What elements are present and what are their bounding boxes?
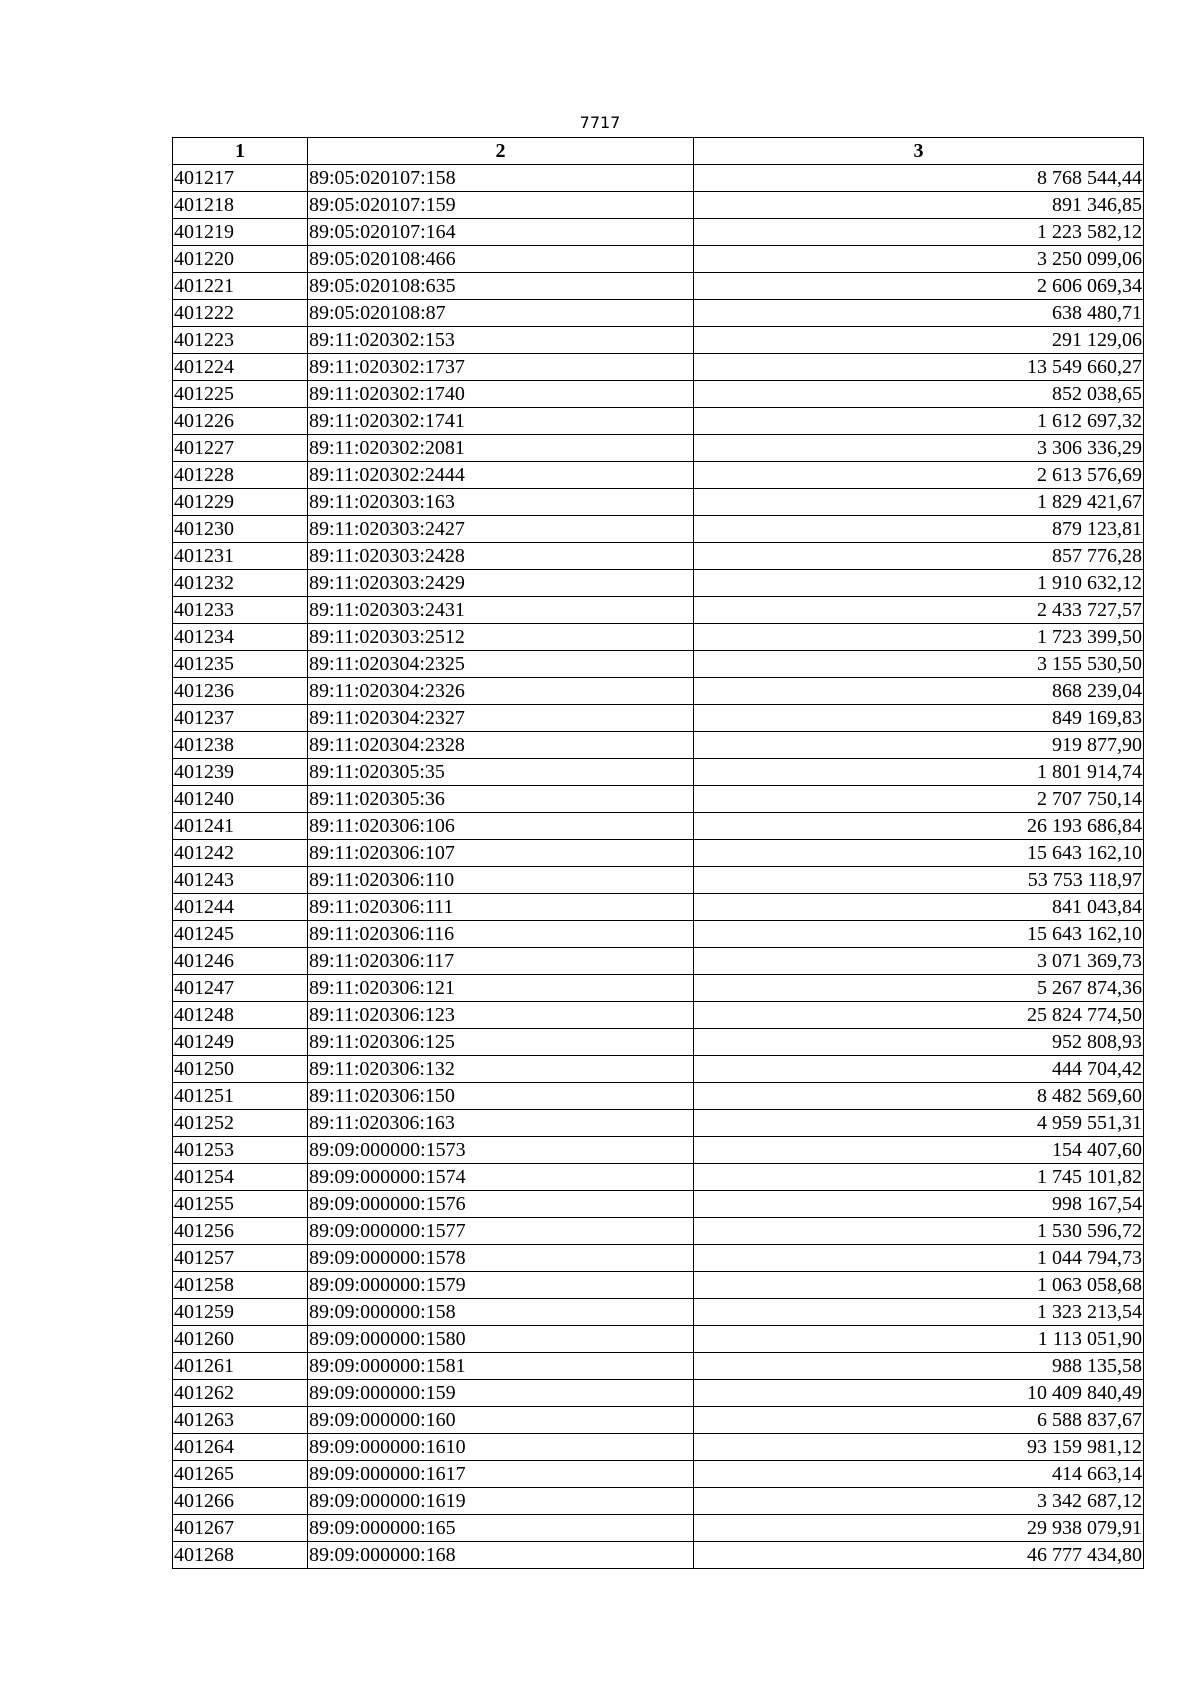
value-cell: 154 407,60 bbox=[694, 1137, 1144, 1164]
cadastral-number-cell: 89:11:020304:2326 bbox=[308, 678, 694, 705]
row-number-cell: 401267 bbox=[173, 1515, 308, 1542]
table-row bbox=[173, 1299, 1144, 1326]
cadastral-number-cell: 89:09:000000:1579 bbox=[308, 1272, 694, 1299]
row-number-cell: 401255 bbox=[173, 1191, 308, 1218]
value-cell: 3 250 099,06 bbox=[694, 246, 1144, 273]
table-row bbox=[173, 1488, 1144, 1515]
registry-table bbox=[172, 137, 1144, 1569]
row-number-cell: 401223 bbox=[173, 327, 308, 354]
table-row bbox=[173, 759, 1144, 786]
cadastral-number-cell: 89:05:020107:164 bbox=[308, 219, 694, 246]
cadastral-number-cell: 89:05:020108:466 bbox=[308, 246, 694, 273]
table-row bbox=[173, 948, 1144, 975]
row-number-cell: 401218 bbox=[173, 192, 308, 219]
row-number-cell: 401260 bbox=[173, 1326, 308, 1353]
value-cell: 1 745 101,82 bbox=[694, 1164, 1144, 1191]
table-row bbox=[173, 624, 1144, 651]
value-cell: 1 044 794,73 bbox=[694, 1245, 1144, 1272]
row-number-cell: 401239 bbox=[173, 759, 308, 786]
cadastral-number-cell: 89:11:020302:1740 bbox=[308, 381, 694, 408]
value-cell: 1 063 058,68 bbox=[694, 1272, 1144, 1299]
table-row bbox=[173, 543, 1144, 570]
table-row bbox=[173, 1164, 1144, 1191]
cadastral-number-cell: 89:09:000000:168 bbox=[308, 1542, 694, 1569]
row-number-cell: 401242 bbox=[173, 840, 308, 867]
table-row bbox=[173, 894, 1144, 921]
row-number-cell: 401245 bbox=[173, 921, 308, 948]
cadastral-number-cell: 89:11:020306:150 bbox=[308, 1083, 694, 1110]
value-cell: 2 606 069,34 bbox=[694, 273, 1144, 300]
cadastral-number-cell: 89:09:000000:1581 bbox=[308, 1353, 694, 1380]
table-row bbox=[173, 300, 1144, 327]
row-number-cell: 401259 bbox=[173, 1299, 308, 1326]
value-cell: 444 704,42 bbox=[694, 1056, 1144, 1083]
value-cell: 2 433 727,57 bbox=[694, 597, 1144, 624]
cadastral-number-cell: 89:05:020108:87 bbox=[308, 300, 694, 327]
value-cell: 1 113 051,90 bbox=[694, 1326, 1144, 1353]
cadastral-number-cell: 89:11:020302:2081 bbox=[308, 435, 694, 462]
cadastral-number-cell: 89:11:020305:35 bbox=[308, 759, 694, 786]
table-row bbox=[173, 192, 1144, 219]
row-number-cell: 401268 bbox=[173, 1542, 308, 1569]
cadastral-number-cell: 89:11:020306:121 bbox=[308, 975, 694, 1002]
row-number-cell: 401225 bbox=[173, 381, 308, 408]
value-cell: 1 801 914,74 bbox=[694, 759, 1144, 786]
table-row bbox=[173, 1461, 1144, 1488]
cadastral-number-cell: 89:11:020302:1741 bbox=[308, 408, 694, 435]
value-cell: 1 910 632,12 bbox=[694, 570, 1144, 597]
row-number-cell: 401266 bbox=[173, 1488, 308, 1515]
cadastral-number-cell: 89:09:000000:1577 bbox=[308, 1218, 694, 1245]
table-row bbox=[173, 489, 1144, 516]
value-cell: 1 612 697,32 bbox=[694, 408, 1144, 435]
value-cell: 1 829 421,67 bbox=[694, 489, 1144, 516]
table-row bbox=[173, 273, 1144, 300]
row-number-cell: 401233 bbox=[173, 597, 308, 624]
table-row bbox=[173, 516, 1144, 543]
page-number: 7717 bbox=[579, 113, 621, 132]
value-cell: 26 193 686,84 bbox=[694, 813, 1144, 840]
value-cell: 29 938 079,91 bbox=[694, 1515, 1144, 1542]
table-row bbox=[173, 354, 1144, 381]
row-number-cell: 401244 bbox=[173, 894, 308, 921]
table-row bbox=[173, 165, 1144, 192]
cadastral-number-cell: 89:11:020306:163 bbox=[308, 1110, 694, 1137]
row-number-cell: 401240 bbox=[173, 786, 308, 813]
row-number-cell: 401227 bbox=[173, 435, 308, 462]
value-cell: 998 167,54 bbox=[694, 1191, 1144, 1218]
table-row bbox=[173, 813, 1144, 840]
value-cell: 988 135,58 bbox=[694, 1353, 1144, 1380]
table-row bbox=[173, 327, 1144, 354]
table-row bbox=[173, 705, 1144, 732]
row-number-cell: 401253 bbox=[173, 1137, 308, 1164]
value-cell: 53 753 118,97 bbox=[694, 867, 1144, 894]
column-header-1: 1 bbox=[173, 138, 308, 165]
cadastral-number-cell: 89:11:020303:2428 bbox=[308, 543, 694, 570]
value-cell: 3 071 369,73 bbox=[694, 948, 1144, 975]
value-cell: 25 824 774,50 bbox=[694, 1002, 1144, 1029]
cadastral-number-cell: 89:09:000000:1573 bbox=[308, 1137, 694, 1164]
cadastral-number-cell: 89:09:000000:1578 bbox=[308, 1245, 694, 1272]
cadastral-number-cell: 89:11:020306:107 bbox=[308, 840, 694, 867]
row-number-cell: 401250 bbox=[173, 1056, 308, 1083]
row-number-cell: 401262 bbox=[173, 1380, 308, 1407]
table-row bbox=[173, 1434, 1144, 1461]
value-cell: 1 223 582,12 bbox=[694, 219, 1144, 246]
cadastral-number-cell: 89:11:020306:111 bbox=[308, 894, 694, 921]
value-cell: 8 768 544,44 bbox=[694, 165, 1144, 192]
cadastral-number-cell: 89:09:000000:165 bbox=[308, 1515, 694, 1542]
value-cell: 2 613 576,69 bbox=[694, 462, 1144, 489]
cadastral-number-cell: 89:05:020108:635 bbox=[308, 273, 694, 300]
row-number-cell: 401243 bbox=[173, 867, 308, 894]
cadastral-number-cell: 89:09:000000:1580 bbox=[308, 1326, 694, 1353]
value-cell: 4 959 551,31 bbox=[694, 1110, 1144, 1137]
row-number-cell: 401254 bbox=[173, 1164, 308, 1191]
row-number-cell: 401257 bbox=[173, 1245, 308, 1272]
row-number-cell: 401238 bbox=[173, 732, 308, 759]
cadastral-number-cell: 89:05:020107:159 bbox=[308, 192, 694, 219]
table-row bbox=[173, 1110, 1144, 1137]
table-row bbox=[173, 246, 1144, 273]
table-row bbox=[173, 651, 1144, 678]
cadastral-number-cell: 89:11:020302:153 bbox=[308, 327, 694, 354]
row-number-cell: 401264 bbox=[173, 1434, 308, 1461]
value-cell: 891 346,85 bbox=[694, 192, 1144, 219]
cadastral-number-cell: 89:09:000000:1574 bbox=[308, 1164, 694, 1191]
row-number-cell: 401263 bbox=[173, 1407, 308, 1434]
table-row bbox=[173, 1083, 1144, 1110]
cadastral-number-cell: 89:11:020305:36 bbox=[308, 786, 694, 813]
cadastral-number-cell: 89:11:020303:2431 bbox=[308, 597, 694, 624]
table-row bbox=[173, 570, 1144, 597]
header-row bbox=[173, 138, 1144, 165]
row-number-cell: 401226 bbox=[173, 408, 308, 435]
cadastral-number-cell: 89:11:020306:132 bbox=[308, 1056, 694, 1083]
value-cell: 15 643 162,10 bbox=[694, 840, 1144, 867]
cadastral-number-cell: 89:11:020302:1737 bbox=[308, 354, 694, 381]
table-row bbox=[173, 975, 1144, 1002]
value-cell: 1 530 596,72 bbox=[694, 1218, 1144, 1245]
table-row bbox=[173, 678, 1144, 705]
value-cell: 1 323 213,54 bbox=[694, 1299, 1144, 1326]
row-number-cell: 401232 bbox=[173, 570, 308, 597]
table-row bbox=[173, 786, 1144, 813]
table-row bbox=[173, 732, 1144, 759]
table-row bbox=[173, 1542, 1144, 1569]
value-cell: 852 038,65 bbox=[694, 381, 1144, 408]
table-row bbox=[173, 1272, 1144, 1299]
value-cell: 952 808,93 bbox=[694, 1029, 1144, 1056]
table-row bbox=[173, 1137, 1144, 1164]
value-cell: 2 707 750,14 bbox=[694, 786, 1144, 813]
table-row bbox=[173, 867, 1144, 894]
value-cell: 46 777 434,80 bbox=[694, 1542, 1144, 1569]
cadastral-number-cell: 89:05:020107:158 bbox=[308, 165, 694, 192]
table-row bbox=[173, 1191, 1144, 1218]
table-row bbox=[173, 1002, 1144, 1029]
row-number-cell: 401247 bbox=[173, 975, 308, 1002]
row-number-cell: 401234 bbox=[173, 624, 308, 651]
cadastral-number-cell: 89:11:020306:110 bbox=[308, 867, 694, 894]
table-row bbox=[173, 1056, 1144, 1083]
table-row bbox=[173, 381, 1144, 408]
row-number-cell: 401251 bbox=[173, 1083, 308, 1110]
value-cell: 13 549 660,27 bbox=[694, 354, 1144, 381]
row-number-cell: 401224 bbox=[173, 354, 308, 381]
row-number-cell: 401265 bbox=[173, 1461, 308, 1488]
table-row bbox=[173, 1029, 1144, 1056]
cadastral-number-cell: 89:09:000000:1619 bbox=[308, 1488, 694, 1515]
row-number-cell: 401256 bbox=[173, 1218, 308, 1245]
cadastral-number-cell: 89:11:020306:116 bbox=[308, 921, 694, 948]
row-number-cell: 401258 bbox=[173, 1272, 308, 1299]
value-cell: 93 159 981,12 bbox=[694, 1434, 1144, 1461]
value-cell: 849 169,83 bbox=[694, 705, 1144, 732]
table-row bbox=[173, 435, 1144, 462]
value-cell: 868 239,04 bbox=[694, 678, 1144, 705]
row-number-cell: 401237 bbox=[173, 705, 308, 732]
cadastral-number-cell: 89:11:020304:2327 bbox=[308, 705, 694, 732]
table-row bbox=[173, 408, 1144, 435]
value-cell: 879 123,81 bbox=[694, 516, 1144, 543]
row-number-cell: 401217 bbox=[173, 165, 308, 192]
cadastral-number-cell: 89:11:020304:2328 bbox=[308, 732, 694, 759]
cadastral-number-cell: 89:09:000000:1610 bbox=[308, 1434, 694, 1461]
table-header bbox=[173, 138, 1144, 165]
table-row bbox=[173, 1353, 1144, 1380]
table-row bbox=[173, 921, 1144, 948]
row-number-cell: 401220 bbox=[173, 246, 308, 273]
column-header-3: 3 bbox=[694, 138, 1144, 165]
value-cell: 8 482 569,60 bbox=[694, 1083, 1144, 1110]
cadastral-number-cell: 89:11:020304:2325 bbox=[308, 651, 694, 678]
row-number-cell: 401229 bbox=[173, 489, 308, 516]
row-number-cell: 401241 bbox=[173, 813, 308, 840]
value-cell: 5 267 874,36 bbox=[694, 975, 1144, 1002]
row-number-cell: 401249 bbox=[173, 1029, 308, 1056]
value-cell: 638 480,71 bbox=[694, 300, 1144, 327]
table-row bbox=[173, 1515, 1144, 1542]
cadastral-number-cell: 89:11:020303:163 bbox=[308, 489, 694, 516]
cadastral-number-cell: 89:11:020306:106 bbox=[308, 813, 694, 840]
cadastral-number-cell: 89:11:020302:2444 bbox=[308, 462, 694, 489]
value-cell: 857 776,28 bbox=[694, 543, 1144, 570]
value-cell: 919 877,90 bbox=[694, 732, 1144, 759]
cadastral-number-cell: 89:09:000000:160 bbox=[308, 1407, 694, 1434]
row-number-cell: 401222 bbox=[173, 300, 308, 327]
value-cell: 3 342 687,12 bbox=[694, 1488, 1144, 1515]
cadastral-number-cell: 89:11:020303:2429 bbox=[308, 570, 694, 597]
table-row bbox=[173, 219, 1144, 246]
value-cell: 6 588 837,67 bbox=[694, 1407, 1144, 1434]
cadastral-number-cell: 89:11:020306:125 bbox=[308, 1029, 694, 1056]
row-number-cell: 401248 bbox=[173, 1002, 308, 1029]
cadastral-number-cell: 89:11:020306:117 bbox=[308, 948, 694, 975]
table-row bbox=[173, 1218, 1144, 1245]
value-cell: 10 409 840,49 bbox=[694, 1380, 1144, 1407]
cadastral-number-cell: 89:11:020303:2427 bbox=[308, 516, 694, 543]
cadastral-number-cell: 89:11:020303:2512 bbox=[308, 624, 694, 651]
row-number-cell: 401236 bbox=[173, 678, 308, 705]
row-number-cell: 401230 bbox=[173, 516, 308, 543]
value-cell: 414 663,14 bbox=[694, 1461, 1144, 1488]
table-row bbox=[173, 1380, 1144, 1407]
cadastral-number-cell: 89:09:000000:1617 bbox=[308, 1461, 694, 1488]
row-number-cell: 401231 bbox=[173, 543, 308, 570]
row-number-cell: 401246 bbox=[173, 948, 308, 975]
value-cell: 15 643 162,10 bbox=[694, 921, 1144, 948]
row-number-cell: 401252 bbox=[173, 1110, 308, 1137]
value-cell: 291 129,06 bbox=[694, 327, 1144, 354]
value-cell: 3 306 336,29 bbox=[694, 435, 1144, 462]
value-cell: 841 043,84 bbox=[694, 894, 1144, 921]
cadastral-number-cell: 89:09:000000:159 bbox=[308, 1380, 694, 1407]
row-number-cell: 401219 bbox=[173, 219, 308, 246]
cadastral-number-cell: 89:09:000000:1576 bbox=[308, 1191, 694, 1218]
value-cell: 1 723 399,50 bbox=[694, 624, 1144, 651]
table-row bbox=[173, 597, 1144, 624]
table-row bbox=[173, 1326, 1144, 1353]
table-body bbox=[173, 165, 1144, 1569]
table-row bbox=[173, 1407, 1144, 1434]
row-number-cell: 401221 bbox=[173, 273, 308, 300]
row-number-cell: 401228 bbox=[173, 462, 308, 489]
cadastral-number-cell: 89:11:020306:123 bbox=[308, 1002, 694, 1029]
table-row bbox=[173, 1245, 1144, 1272]
cadastral-number-cell: 89:09:000000:158 bbox=[308, 1299, 694, 1326]
column-header-2: 2 bbox=[308, 138, 694, 165]
table-row bbox=[173, 840, 1144, 867]
table-row bbox=[173, 462, 1144, 489]
value-cell: 3 155 530,50 bbox=[694, 651, 1144, 678]
row-number-cell: 401261 bbox=[173, 1353, 308, 1380]
row-number-cell: 401235 bbox=[173, 651, 308, 678]
